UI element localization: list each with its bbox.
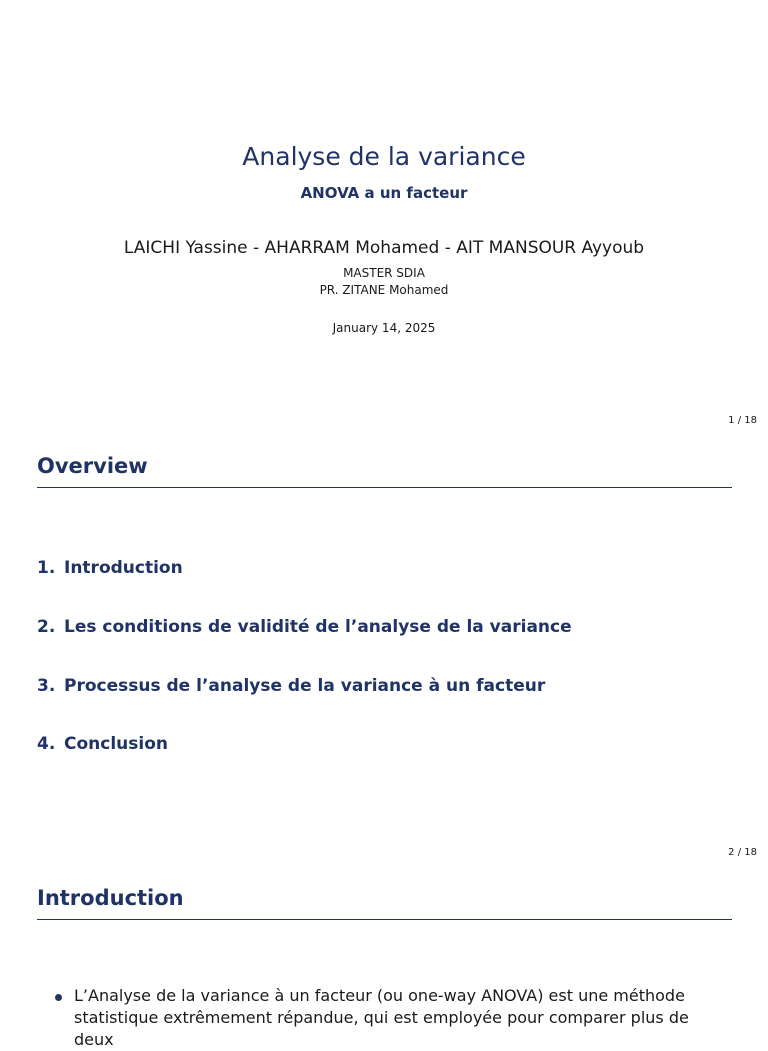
toc-item-number: 1. [37,558,56,578]
page-number: 1 / 18 [728,415,757,426]
toc-item-label: Introduction [64,558,183,578]
toc-item-label: Conclusion [64,734,168,754]
toc-item[interactable] [37,617,572,637]
overview-slide [0,432,768,864]
institute-program: MASTER SDIA [343,266,425,280]
presentation-title: Analyse de la variance [242,142,526,171]
presentation-date: January 14, 2025 [332,321,436,335]
toc-item-label: Processus de l’analyse de la variance à un facteur [64,676,546,696]
bullet-dot-icon [55,994,62,1001]
page-number: 2 / 18 [728,847,757,858]
bullet-text: L’Analyse de la variance à un facteur (ou one-way ANOVA) est une méthode statistique extrêmement répandue, qui est employée pour comparer plus de deux [74,986,689,1049]
toc-item-number: 2. [37,617,56,637]
toc-item-label: Les conditions de validité de l’analyse de la variance [64,617,572,637]
frame-title: Overview [37,454,148,478]
authors: LAICHI Yassine - AHARRAM Mohamed - AIT MANSOUR Ayyoub [123,238,645,258]
frame-title: Introduction [37,886,184,910]
title-rule [37,487,732,488]
toc-item[interactable] [37,676,545,696]
title-rule [37,919,732,920]
toc-item[interactable] [37,734,168,754]
title-slide [0,0,768,432]
introduction-slide [0,864,768,1049]
presentation-subtitle: ANOVA a un facteur [300,184,468,202]
toc-item-number: 4. [37,734,56,754]
toc-item-number: 3. [37,676,56,696]
toc-item[interactable] [37,558,183,578]
institute-supervisor: PR. ZITANE Mohamed [319,283,449,297]
